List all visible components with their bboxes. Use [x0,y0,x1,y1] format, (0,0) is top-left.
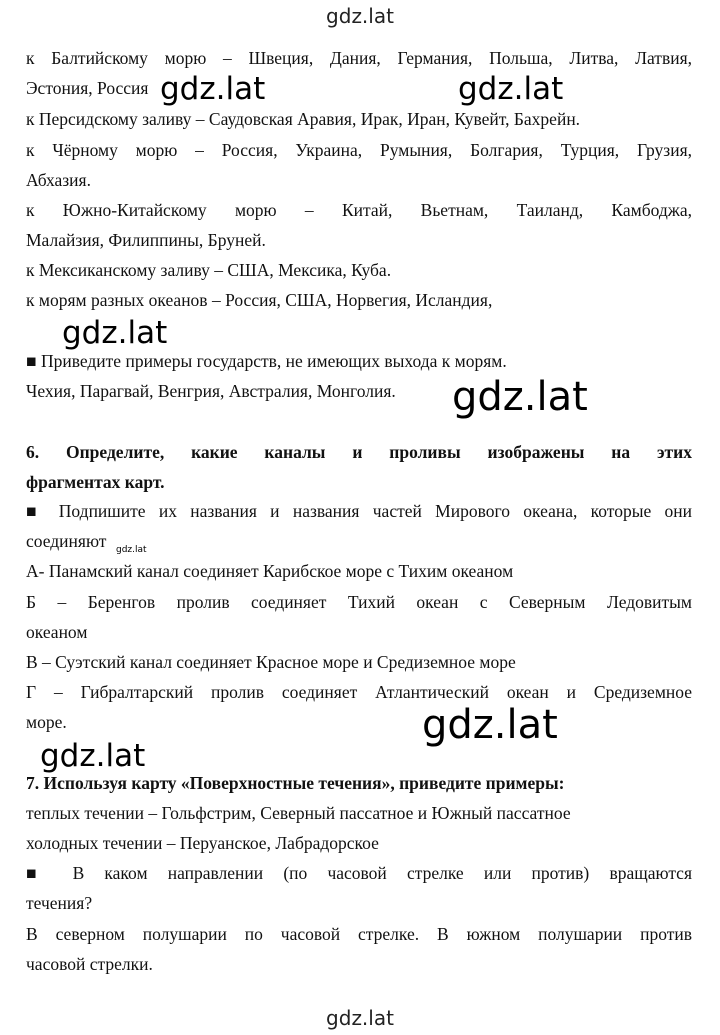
text-line: соединяют [26,531,107,551]
watermark: gdz.lat [62,315,168,351]
text-line: Б – Беренгов пролив соединяет Тихий океан с Северным Ледовитым [26,592,692,612]
footer-watermark: gdz.lat [326,1006,394,1030]
text-line: к Чёрному морю – Россия, Украина, Румыния, Болгария, Турция, Грузия, [26,140,692,160]
text-line: океаном [26,622,88,642]
watermark: gdz.lat [40,738,146,774]
watermark: gdz.lat [116,545,147,555]
text-line: море. [26,712,67,732]
text-line: Чехия, Парагвай, Венгрия, Австралия, Монголия. [26,381,396,401]
header-watermark: gdz.lat [326,4,394,28]
text-line: Эстония, Россия [26,78,149,98]
text-line: к Южно-Китайскому морю – Китай, Вьетнам, Таиланд, Камбоджа, [26,200,692,220]
text-line: ■ Подпишите их названия и названия частей Мирового океана, которые они [26,501,692,521]
text-line: В северном полушарии по часовой стрелке. В южном полушарии против [26,924,692,944]
watermark: gdz.lat [422,702,558,748]
text-line: к Мексиканскому заливу – США, Мексика, Куба. [26,260,392,280]
text-line: к Балтийскому морю – Швеция, Дания, Германия, Польша, Литва, Латвия, [26,48,692,68]
text-line: течения? [26,893,93,913]
text-line: Малайзия, Филиппины, Бруней. [26,230,266,250]
text-line: к морям разных океанов – Россия, США, Норвегия, Исландия, [26,290,493,310]
text-line: теплых течении – Гольфстрим, Северный пассатное и Южный пассатное [26,803,571,823]
exercise-6-heading: 6. Определите, какие каналы и проливы изображены на этих [26,442,692,462]
exercise-7-heading: 7. Используя карту «Поверхностные течения», приведите примеры: [26,773,565,793]
text-line: часовой стрелки. [26,954,153,974]
text-line: ■ В каком направлении (по часовой стрелке или против) вращаются [26,863,692,883]
watermark: gdz.lat [160,71,266,107]
watermark: gdz.lat [452,374,588,420]
exercise-6-heading-cont: фрагментах карт. [26,472,165,492]
text-line: Г – Гибралтарский пролив соединяет Атлантический океан и Средиземное [26,682,692,702]
text-line: Абхазия. [26,170,91,190]
text-line: В – Суэтский канал соединяет Красное море и Средиземное море [26,652,516,672]
text-line: холодных течении – Перуанское, Лабрадорское [26,833,379,853]
watermark: gdz.lat [458,71,564,107]
text-line: А- Панамский канал соединяет Карибское море с Тихим океаном [26,561,514,581]
text-line: к Персидскому заливу – Саудовская Аравия, Ирак, Иран, Кувейт, Бахрейн. [26,109,581,129]
text-line: ■ Приведите примеры государств, не имеющих выхода к морям. [26,351,507,371]
